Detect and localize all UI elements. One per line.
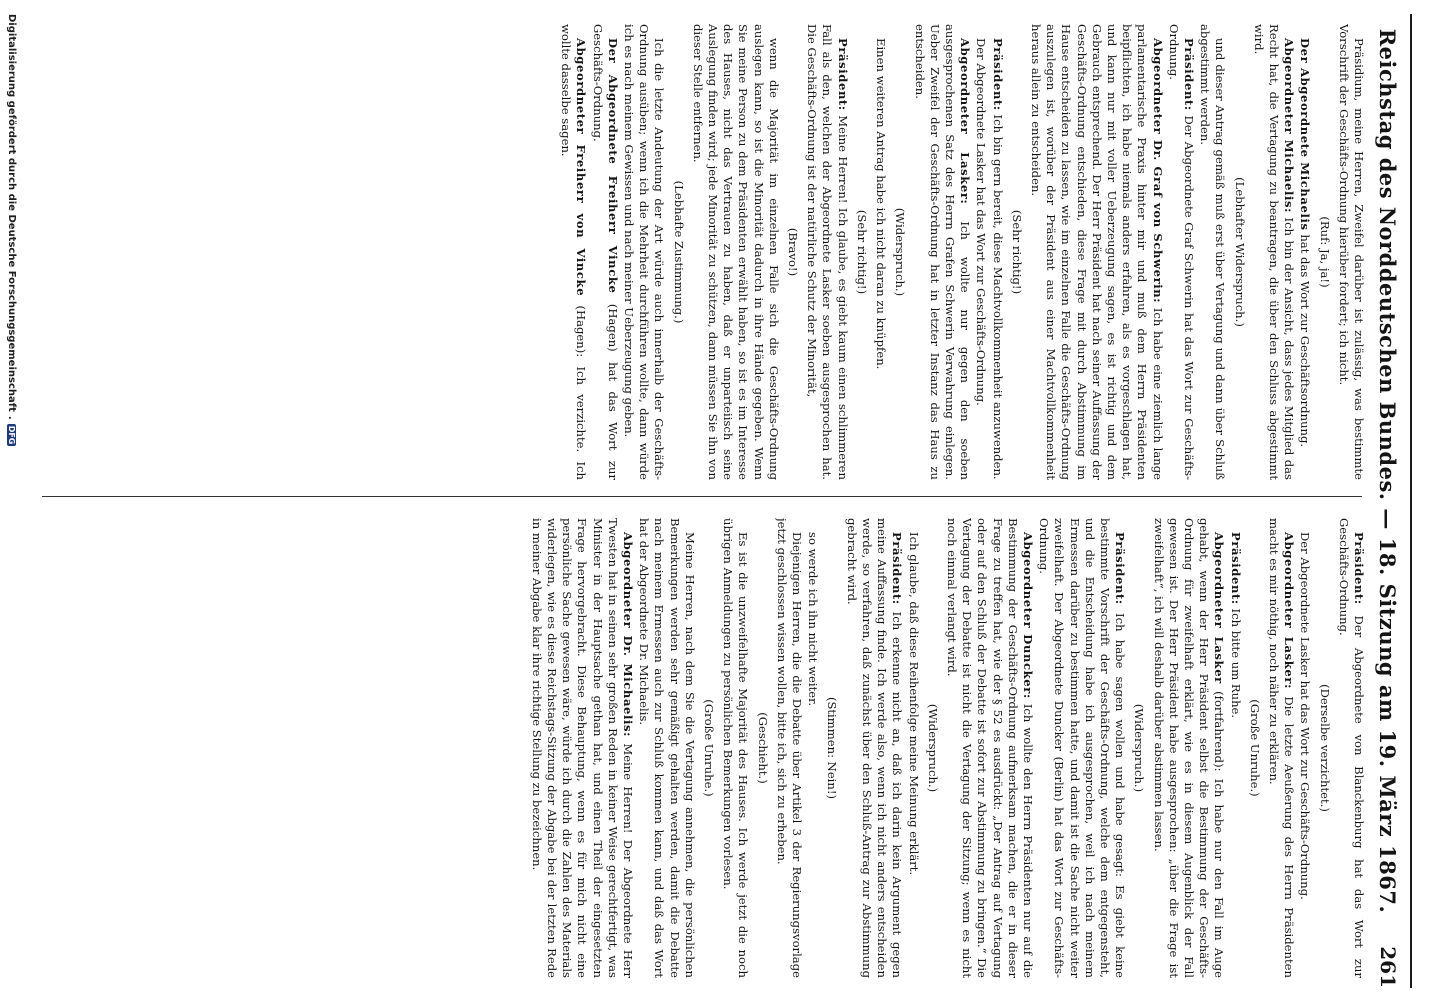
paragraph-text: Es ist die unzweifelhafte Majorität des Hauses. Ich werde jetzt die noch übrigen Anmeldungen zu persönlichen Bemerkungen vorlesen. <box>721 518 751 978</box>
speaker-name: Präsident: <box>835 38 850 111</box>
speech-paragraph <box>1166 24 1196 480</box>
speech-paragraph <box>1297 24 1312 480</box>
speaker-name: Abgeordneter Michaelis: <box>1282 38 1297 214</box>
stage-direction <box>892 24 907 480</box>
paragraph-text: Ich wollte nur gegen den soeben ausgesprochenen Satz des Herrn Grafen Schwerin Verwahrung einlegen. Ueber Zweifel der Geschäfts-Ordnung hat in letzter Instanz das Haus zu entscheiden. <box>912 24 973 480</box>
paragraph-text: Der Abgeordnete Lasker hat das Wort zur Geschäfts-Ordnung. <box>1298 532 1313 900</box>
right-column <box>32 518 1366 978</box>
stage-direction-text: (Stimmen: Nein!) <box>825 696 840 800</box>
speech-paragraph <box>944 518 1035 978</box>
left-column <box>32 24 1366 480</box>
paragraph-text: Ich wollte den Herrn Präsidenten nur auf die Bestimmung der Geschäfts-Ordnung aufmerksam machen, die er in dieser Frage zu treffen hat, wie der § 52 es ausdrückt: „Der Antrag auf Vertagung oder auf den Schluß der Debatte ist sofort zur Abstimmung zu bringen.“ Die Vertagung der Debatte ist nicht die Vertagung der Sitzung; wenn es nicht noch einmal verlangt wird. <box>944 518 1035 978</box>
speaker-name: Präsident: <box>1352 532 1366 605</box>
paragraph-text: Meine Herren! Ich glaube, es giebt kaum einen schlimmeren Fall als den, welchen der Abgeordnete Lasker soeben ausgesprochen hat. Die Geschäfts-Ordnung ist der natürliche Schutz der Minorität, <box>805 24 850 480</box>
speech-paragraph <box>1150 518 1226 978</box>
speech-paragraph <box>636 518 697 978</box>
speech-paragraph <box>1336 24 1366 480</box>
stage-direction-text: (Große Unruhe.) <box>1247 699 1262 797</box>
stage-direction <box>701 518 716 978</box>
speech-paragraph <box>529 518 635 978</box>
header-rule <box>1410 14 1412 988</box>
speaker-name: Abgeordneter Lasker: <box>1282 532 1297 689</box>
speaker-name: Abgeordneter Dr. Graf von Schwerin: <box>1150 38 1165 304</box>
paragraph-text: (Hagen): Ich verzichte. Ich wollte dasselbe sagen. <box>559 24 589 480</box>
speaker-name: Präsident: <box>890 532 905 605</box>
paragraph-text: Präsidium, meine Herren, Zweifel darüber ist zulässig, was bestimmte Vorschrift der Geschäfts-Ordnung hierüber fordert; ich nicht. <box>1336 24 1366 480</box>
speech-paragraph <box>558 24 588 480</box>
footer-text: Digitalisierung gefördert durch die Deutsche Forschungsgemeinschaft <box>6 14 17 412</box>
stage-direction <box>1009 24 1024 480</box>
paragraph-text: (fortfahrend): Ich habe nur den Fall im Auge gehabt, wenn der Herr Präsident selbst die Bestimmung der Geschäfts-Ordnung für zweifelhaft erklärt, wie es in diesem Augenblick der Fall gewesen ist. Der Herr Präsident habe ausgesprochen: „über die Frage ist zweifelhaft“, ich will deshalb darüber abstimmen lassen. <box>1151 518 1227 978</box>
stage-direction-text: (Große Unruhe.) <box>702 699 717 797</box>
speech-paragraph <box>1297 518 1312 978</box>
stage-direction <box>925 518 940 978</box>
stage-direction-text: (Lebhafte Zustimmung.) <box>671 180 686 324</box>
speech-paragraph <box>720 518 750 978</box>
paragraph-text: Ich glaube, daß diese Reihenfolge meine Meinung erklärt. <box>906 532 921 876</box>
speech-paragraph <box>989 24 1004 480</box>
speech-paragraph <box>1028 24 1165 480</box>
paragraph-text: Meine Herren! Der Abgeordnete Herr Twesten hat in seinen sehr großen Reden in keiner Weise gerechtfertigt, was Minister in der Hauptsache gethan hat, und einen Theil der eingesetzten Frage hervorgebracht. Diese Behauptung, wenn es für mich nicht eine persönliche Sache gewesen wäre, würde ich durch die Zahlen des Materials widerlegen, wie es diese Reichstags-Sitzung der Abgabe bei der letzten Rede in meiner Abgabe klar ihre richtige Stellung zu bezeichnen. <box>529 518 636 978</box>
speech-paragraph <box>589 24 619 480</box>
speech-paragraph <box>1036 518 1127 978</box>
page-number: 261 <box>1376 946 1400 988</box>
page-title: Reichstag des Norddeutschen Bundes. — 18. Sitzung am 19. März 1867. <box>1375 28 1401 914</box>
paragraph-text: Ich habe sagen wollen und habe gesagt: Es giebt keine bestimmte Vorschrift der Geschäfts-Ordnung, welche dem entgegensteht, und die Entscheidung habe ich ausgesprochen, weil ich nach meinem Ermessen darüber zu bestimmen hatte, und damit ist die Sache nicht weiter zweifelhaft. Der Abgeordnete Duncker (Berlin) hat das Wort zur Geschäfts-Ordnung. <box>1037 518 1128 978</box>
stage-direction-text: (Bravo!) <box>786 227 801 277</box>
speech-paragraph <box>804 24 850 480</box>
stage-direction <box>824 518 839 978</box>
paragraph-text: Einen weiteren Antrag habe ich nicht daran zu knüpfen. <box>874 38 889 370</box>
speech-paragraph <box>873 24 888 480</box>
stage-direction-text: (Widerspruch.) <box>1132 703 1147 793</box>
paragraph-text: Meine Herren, nach dem Sie die Vertagung annehmen, die persönlichen Bemerkungen werden sehr gemäßigt gehalten werden, damit die Debatte nach meinem Ermessen auch zur Schluß kommen kann, und daß das Wort hat der Abgeordnete Dr. Michaelis. <box>637 518 697 978</box>
stage-direction-text: (Sehr richtig!) <box>854 209 869 295</box>
stage-direction <box>785 24 800 480</box>
paragraph-text: Ich habe eine ziemlich lange parlamentarische Praxis hinter mir und muß dem Herrn Präsidenten beipflichten, ich habe niemals anders erfahren, als es vorgeschlagen hat, und kann nur mit voller Ueberzeugung sagen, es ist richtig und dem Gebrauch entsprechend. Der Herr Präsident hat nach seiner Auffassung der Geschäfts-Ordnung entschieden, diese Frage mit durch Abstimmung im Hause entscheiden zu lassen, wie im einzelnen Falle die Geschäfts-Ordnung auszulegen ist, worüber der Präsident aus einer Machtvollkommenheit heraus allein zu entscheiden. <box>1028 24 1165 480</box>
speech-paragraph <box>1336 518 1366 978</box>
paragraph-text: und dieser Antrag gemäß muß erst über Vertagung und dann über Schluß abgestimmt werden. <box>1198 24 1228 480</box>
speech-paragraph <box>911 24 972 480</box>
speech-paragraph <box>1251 24 1297 480</box>
speech-paragraph <box>621 24 667 480</box>
speech-paragraph <box>905 518 920 978</box>
speech-paragraph <box>1227 518 1242 978</box>
column-divider <box>42 496 1362 497</box>
stage-direction <box>754 518 769 978</box>
speaker-name: Abgeordneter Freiherr von Vincke <box>574 38 589 297</box>
stage-direction <box>1231 24 1246 480</box>
paragraph-text: Der Abgeordnete von Blanckenburg hat das Wort zur Geschäfts-Ordnung. <box>1336 518 1366 978</box>
speech-paragraph <box>844 518 905 978</box>
paragraph-text: so werde ich ihn nicht weiter. <box>806 532 821 707</box>
stage-direction-text: (Sehr richtig!) <box>1009 209 1024 295</box>
paragraph-text: Der Abgeordnete Graf Schwerin hat das Wort zur Geschäfts-Ordnung. <box>1166 24 1196 480</box>
speaker-name: Präsident: <box>1228 532 1243 605</box>
stage-direction-text: (Widerspruch.) <box>925 703 940 793</box>
paragraph-text: Ich bitte um Ruhe. <box>1228 608 1243 719</box>
paragraph-text: wenn die Majorität im einzelnen Falle sich die Geschäfts-Ordnung auslegen kann, so ist die Minorität dadurch in ihre Hände gegeben. Wenn Sie meine Person zu dem Präsidenten erwählt haben, so ist es im Interesse des Hauses, nicht das Vertrauen zu haben, daß er unparteiisch seine Auslegung finden wird; jede Minorität zu schützen, dann müssen Sie ihn von dieser Stelle entfernen. <box>690 24 781 480</box>
stage-direction-text: (Geschieht.) <box>755 712 770 784</box>
stage-direction <box>854 24 869 480</box>
speaker-name: Präsident: <box>1181 38 1196 111</box>
paragraph-text: Ich die letzte Andeutung der Art würde auch innerhalb der Geschäfts-Ordnung ausüben; wenn ich die Mehrheit durchführen wollte, dann würde ich es nach meinem Gewissen und nach meiner Ueberzeugung geben. <box>622 24 667 480</box>
paragraph-text: (Hagen) hat das Wort zur Geschäfts-Ordnung. <box>590 24 620 480</box>
paragraph-text: Diejenigen Herren, die die Debatte über Artikel 3 der Regierungsvorlage jetzt geschlossen wissen wollen, bitte ich, sich zu erheben. <box>774 518 805 978</box>
stage-direction <box>1316 518 1331 978</box>
stage-direction <box>1247 518 1262 978</box>
speaker-name: Abgeordneter Duncker: <box>1020 532 1035 699</box>
stage-direction <box>670 24 685 480</box>
speech-paragraph <box>805 518 820 978</box>
page-header <box>1370 14 1406 988</box>
paragraph-text: Der Abgeordnete Lasker hat das Wort zur Geschäfts-Ordnung. <box>974 38 989 406</box>
speaker-name: Präsident: <box>1113 532 1128 605</box>
footer-credit: Digitalisierung gefördert durch die Deutsche Forschungsgemeinschaft . DFG <box>6 14 17 445</box>
stage-direction-text: (Derselbe verzichtet.) <box>1317 684 1332 812</box>
speaker-name: Der Abgeordnete Michaelis <box>1298 38 1313 231</box>
speech-paragraph <box>1266 518 1296 978</box>
speech-paragraph <box>690 24 781 480</box>
speaker-name: Der Abgeordnete Freiherr Vincke <box>605 38 620 294</box>
speech-paragraph <box>774 518 804 978</box>
stage-direction <box>1131 518 1146 978</box>
speaker-name: Abgeordneter Lasker <box>1212 532 1227 684</box>
paragraph-text: Ich bin der Ansicht, dass jedes Mitglied das Recht hat, die Vertagung zu beantragen, die über den Schluss abgestimmt wird. <box>1251 24 1297 480</box>
stage-direction-text: (Lebhafter Widerspruch.) <box>1232 177 1247 327</box>
speaker-name: Abgeordneter Dr. Michaelis: <box>621 532 636 738</box>
paragraph-text: hat das Wort zur Geschäftsordnung. <box>1298 234 1313 448</box>
speaker-name: Abgeordneter Lasker: <box>958 38 973 205</box>
speaker-name: Präsident: <box>990 38 1005 111</box>
stage-direction-text: (Ruf: Ja, ja!) <box>1317 216 1332 288</box>
paragraph-text: Ich bin gern bereit, diese Machtvollkommenheit anzuwenden. <box>990 114 1005 480</box>
stage-direction-text: (Widerspruch.) <box>893 207 908 297</box>
dfg-logo-icon: DFG <box>7 425 16 445</box>
speech-paragraph <box>1197 24 1227 480</box>
speech-paragraph <box>973 24 988 480</box>
paragraph-text: Ich erkenne nicht an, daß ich darin kein Argument gegen meine Auffassung finde. Ich werde also, wenn ich nicht anders entscheiden werde, so verfahren, daß zunächst über den Schluß-Antrag zur Abstimmung gebracht wird. <box>844 518 905 978</box>
paragraph-text: Die letzte Aeußerung des Herrn Präsidenten macht es mir nöthig, noch näher zu erklären. <box>1266 518 1297 978</box>
stage-direction <box>1316 24 1331 480</box>
